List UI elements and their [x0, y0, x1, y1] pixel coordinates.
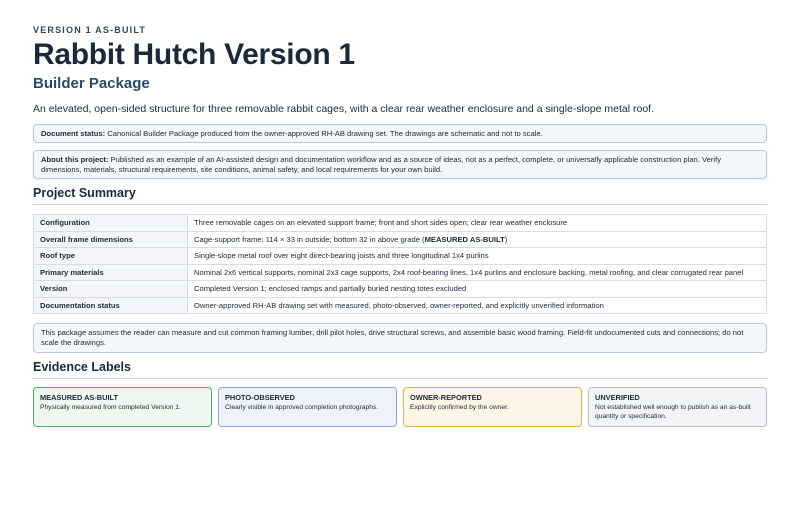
lead-paragraph: An elevated, open-sided structure for three removable rabbit cages, with a clear rear weather enclosure and a single-slope metal roof. [33, 103, 655, 115]
status-label: Document status: [41, 129, 106, 138]
evidence-card-photo-observed [218, 387, 397, 427]
project-summary-heading: Project Summary [33, 186, 767, 205]
evidence-cards [33, 387, 767, 427]
eyebrow-label: VERSION 1 AS-BUILT [33, 25, 147, 35]
row-key: Overall frame dimensions [34, 231, 188, 248]
evidence-card-measured [33, 387, 212, 427]
row-value: Completed Version 1; enclosed ramps and partially buried nesting totes excluded [188, 281, 767, 298]
card-title: PHOTO-OBSERVED [225, 393, 295, 402]
card-description: Explicitly confirmed by the owner. [410, 404, 509, 411]
about-text: Published as an example of an AI-assisted design and documentation workflow and as a source of ideas, not as a perfect, complete, or universally applicable construction plan. Verify dimensions, materials, structural requirements, site conditions, animal safety, and local requirements for your own build. [41, 155, 721, 174]
value-text: ) [504, 234, 508, 244]
row-value: Three removable cages on an elevated support frame; front and short sides open; clear rear weather enclosure [188, 215, 767, 232]
evidence-card-unverified [588, 387, 767, 427]
value-text: Cage-support frame: 114 × 33 in outside; bottom 32 in above grade ( [194, 234, 425, 244]
card-description: Clearly visible in approved completion photographs. [225, 404, 379, 411]
table-row [34, 215, 767, 232]
card-title: MEASURED AS-BUILT [40, 393, 119, 402]
evidence-labels-heading: Evidence Labels [33, 360, 767, 379]
project-summary-table [33, 214, 767, 314]
about-label: About this project: [41, 155, 109, 164]
row-key: Version [34, 281, 188, 298]
row-value [188, 231, 767, 248]
evidence-card-owner-reported [403, 387, 582, 427]
table-row [34, 264, 767, 281]
row-value: Nominal 2x6 vertical supports, nominal 2x3 cage supports, 2x4 roof-bearing lines, 1x4 purlins and enclosure backing, metal roofing, and clear corrugated rear panel [188, 264, 767, 281]
card-description: Not established well enough to publish as an as-built quantity or specification. [595, 404, 751, 420]
assumptions-callout: This package assumes the reader can measure and cut common framing lumber, drill pilot holes, drive structural screws, and assemble basic wood framing. Field-fit undocumented cuts and connections; do not scale the drawings. [33, 323, 767, 353]
row-key: Documentation status [34, 297, 188, 314]
table-row [34, 281, 767, 298]
document-status-callout [33, 124, 767, 143]
status-text: Canonical Builder Package produced from the owner-approved RH-AB drawing set. The drawings are schematic and not to scale. [105, 129, 543, 138]
row-key: Primary materials [34, 264, 188, 281]
about-project-callout [33, 150, 767, 179]
row-key: Roof type [34, 248, 188, 265]
page-subtitle: Builder Package [33, 75, 150, 92]
table-row [34, 297, 767, 314]
card-title: UNVERIFIED [595, 393, 640, 402]
page-title: Rabbit Hutch Version 1 [33, 38, 355, 71]
row-value: Single-slope metal roof over eight direct-bearing joists and three longitudinal 1x4 purlins [188, 248, 767, 265]
row-value: Owner-approved RH-AB drawing set with measured, photo-observed, owner-reported, and explicitly unverified information [188, 297, 767, 314]
table-row [34, 248, 767, 265]
card-title: OWNER-REPORTED [410, 393, 482, 402]
row-key: Configuration [34, 215, 188, 232]
evidence-tag: MEASURED AS-BUILT [424, 234, 505, 244]
card-description: Physically measured from completed Version 1. [40, 404, 181, 411]
table-row [34, 231, 767, 248]
